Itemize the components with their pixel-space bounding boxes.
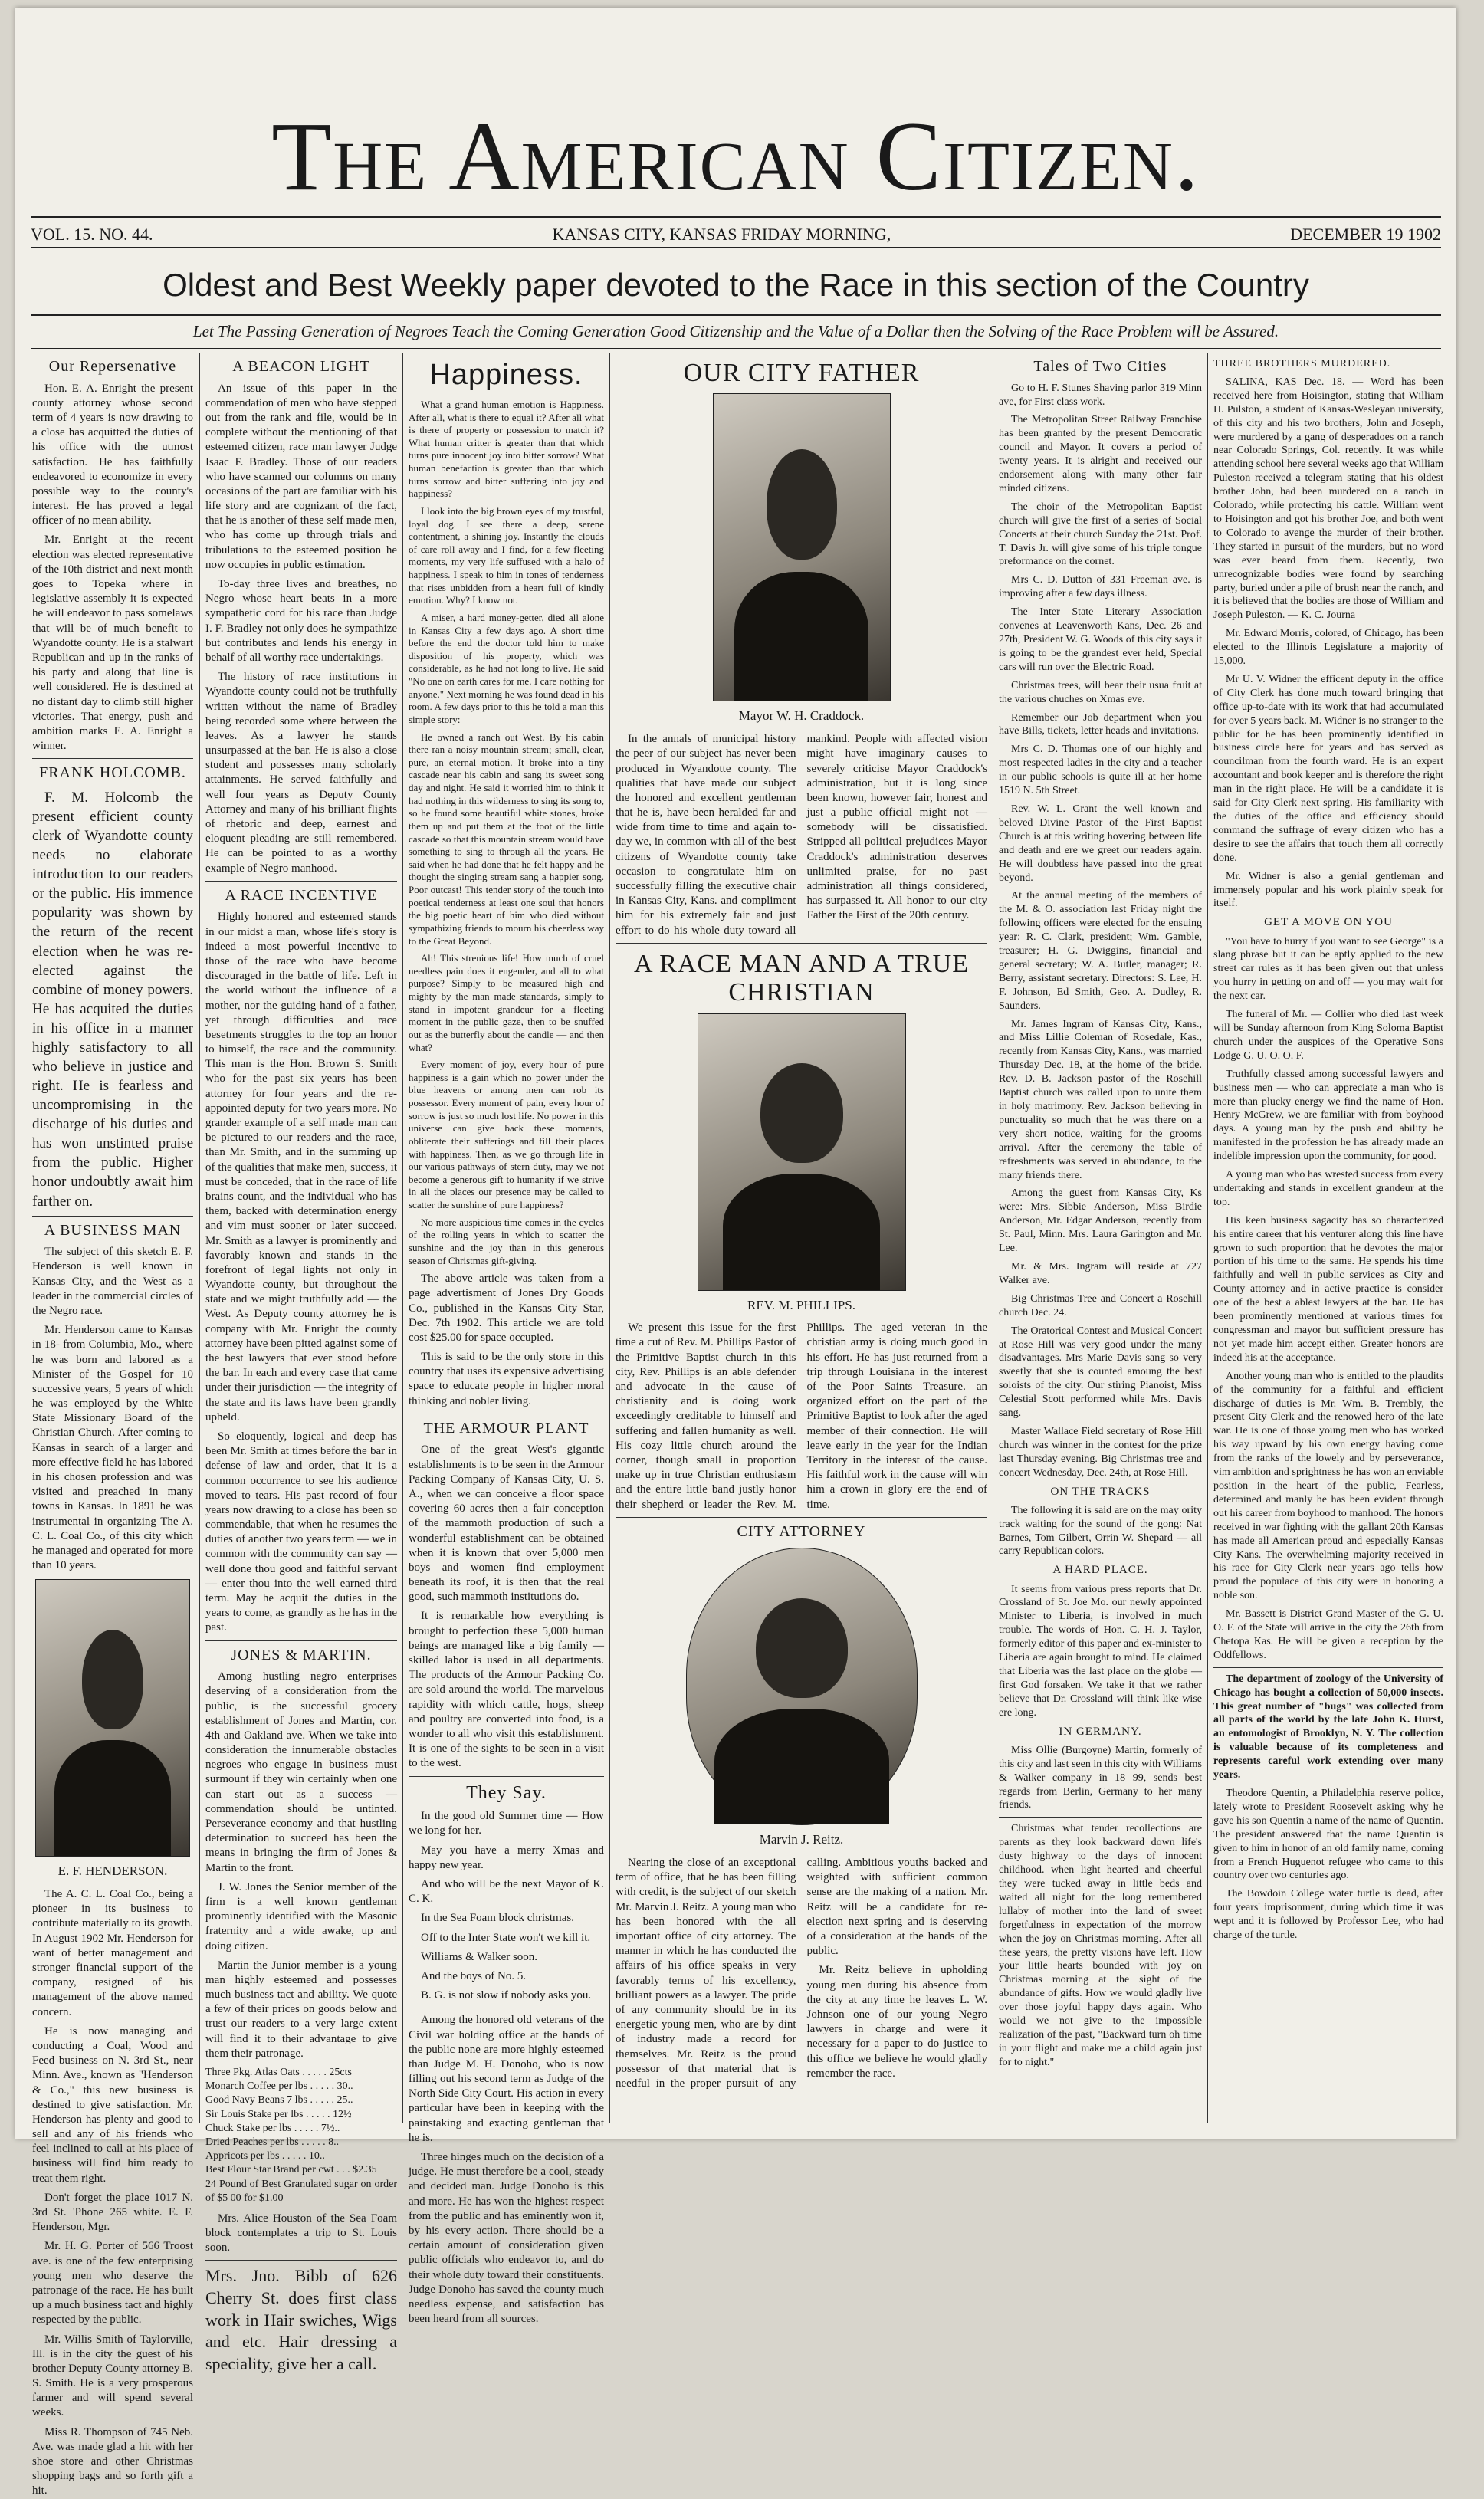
article-paragraph: Mr. H. G. Porter of 566 Troost ave. is one of the few enterprising young men who deserve the patronage of the race. He has built up a much business tact and highly respected by the public. (32, 2240, 193, 2327)
portrait-face (82, 1630, 143, 1729)
article-paragraph: Mrs. Alice Houston of the Sea Foam block contemplates a trip to St. Louis soon. (205, 2212, 397, 2254)
divider (32, 758, 193, 759)
column-5 (999, 353, 1202, 2123)
column-rule (1207, 353, 1208, 2123)
they-say-item: And who will be the next Mayor of K. C. K. (409, 1878, 604, 1906)
article-paragraph: In the annals of municipal history the peer of our subject has never been produced in Wyandotte county. The qualities that have made our subject the honored and excellent gentleman that he is, have been heralded far and wide from time to time and again to-day we, in common with all of the best citizens of Wyandotte county take occasion to congratulate him on successfully filling the executive chair in Kansas City, Kans. and compliment him for his extremely fair and just effort to do his whole duty toward all mankind. People with affected vision might have imaginary causes to severely criticise Mayor Craddock's administration, but it is long since been known, however fair, honest and just a public official might not — somebody will be dissatisfied. Stripped all political prejudices Mayor Craddock's administration deserves unlimited praise, for no past administration all things considered, has surpassed it. All honor to our city Father the First of the 20th century. (616, 733, 987, 937)
article-paragraph: No more auspicious time comes in the cycles of the rolling years in which to scatter the sunshine and the joy than in this generous season of Christmas gift-giving. (409, 1216, 604, 1266)
portrait-coat (54, 1740, 171, 1856)
article-paragraph: He owned a ranch out West. By his cabin there ran a noisy mountain stream; small, clear, pure, an eternal motion. It broke into a tiny cascade near his cabin and sang its sweet song day and night. He said it worried him to think it had nothing in this wilderness to sing its song to, so he found some beautiful white stones, broke them up and put them at the foot of the little cascade so that this mountain stream would have something to sing to through all the years. He said when he had done that he felt happy and he thought the singing stream sang a happier song. Poor outcast! This tender story of the touch into poetical tenderness at least one soul that honors the big poetic heart of him who died without sympathizing friends to mourn his cheerless way to the Great Beyond. (409, 731, 604, 947)
column-2 (205, 353, 397, 2373)
article-paragraph: The subject of this sketch E. F. Henderson is well known in Kansas City, and the West as a leader in the commercial circles of the Negro race. (32, 1246, 193, 1317)
article-paragraph: Mr U. V. Widner the efficent deputy in the office of City Clerk has done much toward bringing that office up-to-date with its work that had accumulated for over 5 years back. M. Widner is no stranger to the public for he has been prominently identified in business circle here for years and has served as councilman from the fourth ward. He is an expert accountant and book keeper and is therefore the right man in the right place. He will be a candidate it is said for City Clerk next spring. His familiarity with the duties of the office and efficiency should command the suffrage of every citizen who has a desire to see the affairs that touch them all correctly done. (1213, 673, 1443, 864)
article-paragraph: The funeral of Mr. — Collier who died last week will be Sunday afternoon from King Soloma Baptist church under the auspices of the Operative Sons Lodge G. U. O. O. F. (1213, 1009, 1443, 1062)
column-rule (609, 353, 610, 2123)
article-paragraph: The following it is said are on the may ority track waiting for the sound of the gong: Nat Barnes, Tom Gilbert, Orrin W. Shepard — all carry Republican colors. (999, 1504, 1202, 1558)
headline-hard-place: A HARD PLACE. (1052, 1564, 1148, 1577)
article-paragraph: Mrs C. D. Dutton of 331 Freeman ave. is improving after a few days illness. (999, 574, 1202, 600)
phillips-portrait (698, 1013, 906, 1291)
article-paragraph: One of the great West's gigantic establishments is to be seen in the Armour Packing Company of Kansas City, U. S. A., when we can conceive a floor space covering 60 acres then a fair conception of the mammoth production of such a wonderful establishment can be obtained when it is known that over 5,000 men boys and women find employment beneath its roof, it is then that the real good, such mammoth institutions do. (409, 1443, 604, 1604)
article-paragraph: The Metropolitan Street Railway Franchise has been granted by the present Democratic council and Mayor. It covers a period of twenty years. It is alright and received our endorsement along with many other fair minded citizens. (999, 414, 1202, 494)
article-paragraph: Mr. & Mrs. Ingram will reside at 727 Walker ave. (999, 1260, 1202, 1286)
article-paragraph: What a grand human emotion is Happiness. After all, what is there to equal it? After all what is there of property or possession to match it? What human critter is greater than that which turns pure innocent joy into bitter sorrow? What human benefaction is greater than that which turns sorrow and bitter suffering into joy and happiness? (409, 398, 604, 500)
they-say-item: May you have a merry Xmas and happy new year. (409, 1844, 604, 1871)
article-paragraph: Ah! This strenious life! How much of cruel needless pain does it engender, and all to what purpose? Simply to be measured high and mighty by the man made standards, simply to stand in impotent grandeur for a fleeting moment in the public gaze, then to be snuffed out as the butterfly about the candle — and then what? (409, 952, 604, 1053)
price-item: Sir Louis Stake per lbs . . . . . 12½ (205, 2108, 352, 2120)
article-paragraph: An issue of this paper in the commendation of men who have stepped out from the rank and file, would be in complete without the mentioning of that esteemed citizen, race man lawyer Judge Isaac F. Bradley. Those of our readers who have scanned our columns on many occasions of the part are familiar with his life story and are cognizant of the fact, that he is another of these self made men, who has come up through trials and tribulations to the esteemed position he now occupies in public estimation. (205, 382, 397, 571)
divider (32, 1216, 193, 1217)
they-say-item: Off to the Inter State won't we kill it. (421, 1931, 591, 1944)
publication-date: DECEMBER 19 1902 (1290, 225, 1441, 244)
article-paragraph: The A. C. L. Coal Co., being a pioneer in its business to contribute materially to its growth. In August 1902 Mr. Henderson for want of better management and stronger financial support of the company, resigned of his management of the above named concern. (32, 1888, 193, 2018)
headline-race-man: A RACE MAN AND A TRUE CHRISTIAN (634, 949, 969, 1007)
column-rule (402, 353, 403, 2123)
price-list (205, 2066, 397, 2205)
article-paragraph: Mr. Willis Smith of Taylorville, Ill. is in the city the guest of his brother Deputy County attorney B. S. Smith. He is a very prosperous farmer and will spend several weeks. (32, 2333, 193, 2419)
article-paragraph: The department of zoology of the University of Chicago has bought a collection of 50,000 insects. This great number of "bugs" was collected from all parts of the world by the late John K. Hurst, an entomologist of Brooklyn, N. Y. The collection is valuable because of its completeness and represents careful work extending over many years. (1213, 1673, 1443, 1781)
article-paragraph: "You have to hurry if you want to see George" is a slang phrase but it can be aptly applied to the new street car rules as it has been given out that unless you hurry in getting on and off — you may wait for the next car. (1213, 935, 1443, 1003)
article-paragraph: It is remarkable how everything is brought to perfection these 5,000 human beings are managed like a big family — skilled labor is used in all departments. The products of the Armour Packing Co. are sold around the world. The marvelous rapidity with which cattle, hogs, sheep and poultry are converted into food, is a wonder to all who visit this establishment. It is one of the sights to be seen in a visit to the west. (409, 1610, 604, 1770)
portrait-face (756, 1598, 848, 1698)
rule-top (31, 216, 1441, 218)
rule-columns (31, 348, 1441, 350)
phillips-caption: REV. M. PHILLIPS. (747, 1297, 855, 1312)
dateline (31, 225, 1441, 245)
article-paragraph: Mr. Edward Morris, colored, of Chicago, has been elected to the Illinois Legislature a majority of 15,000. (1213, 628, 1443, 668)
publication-place: KANSAS CITY, KANSAS FRIDAY MORNING, (552, 225, 891, 244)
article-paragraph: Big Christmas Tree and Concert a Rosehill church Dec. 24. (999, 1292, 1202, 1318)
headline-holcomb: FRANK HOLCOMB. (39, 764, 186, 782)
article-paragraph: Christmas trees, will bear their usua fruit at the various chuches on Xmas eve. (999, 679, 1202, 705)
headline-representative: Our Repersenative (48, 358, 177, 375)
headline-they-say: They Say. (466, 1782, 547, 1803)
article-paragraph: The above article was taken from a page advertisment of Jones Dry Goods Co., published in the Kansas City Star, Dec. 7th 1902. This article we are told cost $25.00 for space occupied. (409, 1272, 604, 1344)
article-paragraph: Three hinges much on the decision of a judge. He must therefore be a cool, steady and decided man. Judge Donoho is this and more. He has won the highest respect from the public and has eminently won it, by his every action. There should be a certain amount of consideration given public officials who endeavor to, and do their whole duty toward their constituents. Judge Donoho has saved the county much needless expense, and satisfaction has been heard from all sources. (409, 2151, 604, 2326)
headline-happiness: Happiness. (429, 359, 583, 391)
headline-armour-plant: THE ARMOUR PLANT (423, 1419, 589, 1437)
article-paragraph: This is said to be the only store in this country that uses its expensive advertising space to educate people in higher moral thinking and nobler living. (409, 1351, 604, 1407)
headline-race-incentive: A RACE INCENTIVE (225, 886, 378, 904)
article-paragraph: Mr. Henderson came to Kansas in 18- from Columbia, Mo., where he was born and labored as a Minister of the Gospel for 10 successive years, 5 years of which he was employed by the White State Missionary Board of the Christian Church. After coming to Kansas in search of a larger and more effective field he has labored in his chosen profession and was visited and preached in many towns in Kansas. In 1891 he was instrumental in organizing The A. C. L. Coal Co., of this city which he managed and operated for more than 10 years. (32, 1324, 193, 1572)
article-paragraph: Christmas what tender recollections are parents as they look backward down life's dusty highway to the days of innocent childhood. when light hearted and cheerful they were tucked away in little beds and waited all night for the long remembered lullaby of mother into the land of sweet forgetfulness in expectation of the morrow when the joy on Christmas morning. After all these years, the pretty visions have left. How your little hearts bounded with joy on Christmas morning at the sight of the abundance of gifts. How we would gladly live over those joyful happy days again. Who would we not give to the impossible realization of the past, "Backward turn oh time in your flight and make me a child again just for to night." (999, 1823, 1202, 2068)
article-paragraph: Truthfully classed among successful lawyers and business men — who can appreciate a man who is more than plucky energy we find the name of Hon. Henry McGrew, we are familiar with from boyhood days. A young man by the push and ability he manifested in the profession he has already made an indelible impression upon the community, for good. (1213, 1068, 1443, 1163)
headline-on-the-tracks: ON THE TRACKS (1050, 1485, 1151, 1498)
column-3 (409, 353, 604, 2326)
price-item: Dried Peaches per lbs . . . . . 8.. (205, 2136, 340, 2148)
they-say-item: Williams & Walker soon. (421, 1950, 538, 1963)
article-paragraph: Another young man who is entitled to the plaudits of the community for a faithful and efficient discharge of duties is Mr. Wm. B. Trembly, the present City Clerk and the renowed hero of the late war. He is one of those young men who has worked his way upward by his own energy having come from the ranks of the lowely and by perseverance, vim ambition and sprightness he has won an enviable position in the heart of the public, Fearless, determined and manly he has been evident through out his career from boyhood to manhood. The honors received in war fighting with the gallant 20th Kansas has made all American proud and especially Kansas City Kans. The overwhelming majority received in his race for City Clerk near years ago tells how proud the populace of this city were in honoring a noble son. (1213, 1370, 1443, 1602)
headline-business-man: A BUSINESS MAN (44, 1221, 182, 1239)
article-paragraph: Nearing the close of an exceptional term of office, that he has been filling with credit, is the subject of our sketch Mr. Marvin J. Reitz. A young man who has been honored with the all important office of city attorney. The manner in which he has conducted the affairs of his office speaks in very favorably terms of his excellency, brilliant powers as a lawyer. The pride of any community should be in its energetic young men, who are by dint of industry made a record for themselves. Mr. Reitz is the proud possessor of that material that is needful in the proper pursuit of any calling. Ambitious youths backed and weighted with sufficient common sense are the making of a nation. Mr. Reitz will be a candidate for re-election next spring and is deserving of a consideration at the hands of the public. (616, 1857, 987, 2090)
article-paragraph: Go to H. F. Stunes Shaving parlor 319 Minn ave, for First class work. (999, 382, 1202, 408)
they-say-item: And the boys of No. 5. (421, 1969, 527, 1982)
portrait-coat (723, 1174, 880, 1289)
henderson-portrait (35, 1579, 190, 1857)
headline-in-germany: IN GERMANY. (1059, 1725, 1142, 1738)
article-paragraph: His keen business sagacity has so characterized his entire career that his venturer along this line have grown to such proportion that he devotes the major portion of his time to the same. He spends his time faithfully and well in public services as City and County attorney and in active practice is consider one of the best a ablest lawyers at the bar. He has been prominently mentioned at various times for congressman and mayor but sufficient pressure has not yet made him accept either. Greater honors are indeed his at the acceptance. (1213, 1214, 1443, 1364)
they-say-item: In the Sea Foam block christmas. (421, 1912, 574, 1925)
headline-get-a-move: GET A MOVE ON YOU (1264, 916, 1393, 929)
divider (616, 943, 987, 944)
article-paragraph: Among hustling negro enterprises deserving of a consideration from the public, is the successful grocery establishment of Jones and Martin, cor. 4th and Oakland ave. When we take into consideration the innumerable obstacles negroes who engage in business must surmount if they win certainly when one can start out as a success — commendation should be untinted. Perseverance economy and that hustling determination to succeed has been the means in bringing the firm of Jones & Martin to the front. (205, 1670, 397, 1874)
price-item: Appricots per lbs . . . . . 10.. (205, 2150, 325, 2162)
headline-beacon-light: A BEACON LIGHT (232, 358, 370, 375)
article-paragraph: We present this issue for the first time a cut of Rev. M. Phillips Pastor of the Primitive Baptist church in this city, Rev. Phillips is an able defender and advocate in the cause of christianity and is doing work exceedingly creditable to himself and suffering and fallen humanity as well. His cozy little church around the corner, though small in proportion make up in true Christian enthusiasm and the entire little band justly honor their shepherd or leader the Rev. M. Phillips. The aged veteran in the christian army is doing much good in his effort. He has just returned from a trip through Louisiana in the interest of the Poor Saints Treasure. an organized effort on the part of the Primitive Baptist to look after the aged member of their connection. He will leave early in the year for the Indian Territory in the interest of the cause. His faithful work in the cause will win him a crown in glory ere the end of time. (616, 1322, 987, 1511)
henderson-caption: E. F. HENDERSON. (57, 1864, 168, 1879)
headline-jones-martin: JONES & MARTIN. (231, 1646, 372, 1663)
article-paragraph: A young man who has wrested success from every undertaking and stands in excellent grandeur at the top. (1213, 1169, 1443, 1208)
article-paragraph: Remember our Job department when you have Bills, tickets, letter heads and invitations. (999, 711, 1202, 737)
article-paragraph: F. M. Holcomb the present efficient county clerk of Wyandotte county needs no elaborate introduction to our readers or the public. His immence popularity was shown by the return of the recent election when he was re-elected against the combine of money powers. He has acquited the duties in his office in a manner highly satisfactory to all who believe in justice and right. He is fearless and uncompromising in the discharge of his duties and has won unstinted praise from the public. Higher honor undoubtly await him farther on. (32, 789, 193, 1210)
headline-brothers-murdered: THREE BROTHERS MURDERED. (1213, 358, 1391, 369)
reitz-portrait (686, 1548, 918, 1825)
divider (205, 2260, 397, 2261)
article-paragraph: Mr. Widner is also a genial gentleman and immensely popular and his work plainly speak for itself. (1213, 870, 1443, 910)
headline-two-cities: Tales of Two Cities (1033, 358, 1167, 375)
column-rule (199, 353, 200, 2123)
rule-dateline (31, 247, 1441, 248)
craddock-portrait (713, 393, 891, 701)
column-4 (616, 353, 987, 2123)
article-paragraph: I look into the big brown eyes of my trustful, loyal dog. I see there a deep, serene contentment, a shining joy. Instantly the clouds of care roll away and I find, for a few fleeting moments, my very life suffused with a halo of happiness. I speak to him in tones of tenderness that rises unbidden from a heart full of kindly emotion. Why? I know not. (409, 504, 604, 606)
masthead-title: The American Citizen. (271, 102, 1200, 211)
article-paragraph: At the annual meeting of the members of the M. & O. association last Friday night the following officers were elected for the ensuing year: R. C. Clark, president; Wm. Gamble, treasurer; H. G. Dwiggins, financial and general secretary; W. A. Butler, manager; R. Berry, assistant secretary. Directors: S. Lee, H. F. Johnson, Ed Smith, Geo. A. Dudley, R. Saunders. (999, 890, 1202, 1012)
headline-city-father: OUR CITY FATHER (683, 359, 920, 387)
price-item: Three Pkg. Atlas Oats . . . . . 25cts (205, 2067, 352, 2079)
rule-slogan (31, 314, 1441, 316)
portrait-coat (734, 572, 868, 701)
article-paragraph: The Oratorical Contest and Musical Concert at Rose Hill was very good under the many disadvantages. Mrs Marie Davis sang so very sweetly that she is counted amoung the best soloists of the city. Our stiring Pianoist, Miss Celestial Scott performed while Mrs. Davis sang. (999, 1325, 1202, 1420)
article-paragraph: Mr. Bassett is District Grand Master of the G. U. O. F. of the State will arrive in the city the 26th from Chetopa Kas. He will be given a reception by the Oddfellows. (1213, 1608, 1443, 1661)
article-paragraph: Mrs C. D. Thomas one of our highly and most respected ladies in the city and a teacher in our public schools is quite ill at her home 1519 N. 5th Street. (999, 744, 1202, 797)
price-item: 24 Pound of Best Granulated sugar on order of $5 00 for $1.00 (205, 2178, 397, 2204)
article-paragraph: The choir of the Metropolitan Baptist church will give the first of a series of Social Concerts at their church Sunday the 21st. Prof. T. Davis Jr. will give some of his triple tongue preformance on the cornet. (999, 501, 1202, 568)
article-paragraph: The history of race institutions in Wyandotte county could not be truthfully written without the name of Bradley being recorded some where between the leaves. As a lawyer he stands unsurpassed at the bar. He is also a close student and possesses many scholarly attainments. He served faithfully and well four years as Deputy County Attorney and many of his brilliant flights of rhetoric and deep, earnest and eloquent pleading are still remembered. He can be pointed to as a worthy example of Negro manhood. (205, 671, 397, 875)
price-item: Monarch Coffee per lbs . . . . . 30.. (205, 2080, 353, 2093)
portrait-face (760, 1063, 843, 1163)
article-paragraph: Mr. Enright at the recent election was elected representative of the 10th district and next month goes to Topeka where in legislative assembly it is expected he will endeavor to pass somelaws that will be of much benefit to Wyandotte county. He is a stalwart Republican and up in the ranks of his party and along that line is well considered. He is destined at no distant day to climb still higher victories. That energy, push and ambition marks E. A. Enright a winner. (32, 534, 193, 753)
article-paragraph: Mr. James Ingram of Kansas City, Kans., and Miss Lillie Coleman of Rosedale, Kas., recently from Kansas City, Kans., was married Thursday Dec. 18, at the home of the bride. Rev. D. B. Jackson pastor of the Rosehill Baptist church was called upon to unite them in holy matrimony. Rev. Jackson believing in punctuality so much that he was there on a very short notice, waiting for the grooms arrival. After the ceremony the table of refreshments was served in abundance, to the many friends there. (999, 1018, 1202, 1181)
article-paragraph: SALINA, KAS Dec. 18. — Word has been received here from Hoisington, stating that William H. Pulston, a student of Kansas-Wesleyan university, of this city and his two brothers, John and Joseph, were murdered by a gang of desperadoes on a ranch near Colorado Springs, Col. recently. It was while attending school here several weeks ago that William Puleston received a telegram stating that his oldest brother John, had been murdered on a ranch in Colorado, while protecting his cattle. William went to Hoisington and got his brother Joe, and both went to Colorado to avenge the murder of their brother. They started in pursuit of the murders, but no word was ever heard from them. Recently, two unrecognizable bodies were found by searching party, buried under a pile of brush near the ranch, and it is believed that the bodies are those of William and Joseph Puleston. — K. C. Journa (1213, 376, 1443, 622)
divider (205, 881, 397, 882)
article-paragraph: Miss R. Thompson of 745 Neb. Ave. was made glad a hit with her shoe store and other Christmas shopping bags and so forth gift a hit. (32, 2425, 193, 2497)
article-paragraph: It seems from various press reports that Dr. Crossland of St. Joe Mo. our newly appointed Minister to Liberia, is involved in much trouble. The words of Hon. C. H. J. Taylor, formerly editor of this paper and ex-minister to Liberia are again brought to mind. He claimed that Liberia was the last place on the globe — first God forsaken. We take it that we rather believe that Dr. Crossland will think like wise ere long. (999, 1583, 1202, 1719)
attorney-article (616, 1856, 987, 2091)
price-item: Chuck Stake per lbs . . . . . 7½.. (205, 2122, 340, 2134)
article-paragraph: He is now managing and conducting a Coal, Wood and Feed business on N. 3rd St., near Minn. Ave., known as "Henderson & Co.," this new business is destined to give satisfaction. Mr. Henderson has plenty and good to sell and any of his friends who feel inclined to call at his place of business will find him ready to treat them right. (32, 2024, 193, 2185)
article-paragraph: Every moment of joy, every hour of pure happiness is a gain which no power under the blue heavens or among men can rob its possessor. Every moment of pain, every hour of sorrow is just so much lost life. No power in this universe can give back these moments, obliterate their sufferings and fill their places with happiness. Then, as we go through life in our various pathways of stern duty, may we not become a generous gift to humanity if we strive in all the places our presence may be called to scatter the sunshine of pure happiness? (409, 1059, 604, 1211)
divider (205, 1640, 397, 1641)
article-paragraph: Don't forget the place 1017 N. 3rd St. 'Phone 265 white. E. F. Henderson, Mgr. (32, 2191, 193, 2234)
article-paragraph: The Bowdoin College water turtle is dead, after four years' imprisonment, during which time it was wept and it is followed by Professor Lee, who had charge of the turtle. (1213, 1888, 1443, 1942)
article-paragraph: Highly honored and esteemed stands in our midst a man, whose life's story is indeed a most powerful incentive to those of the race who have become discouraged in the battle of life. Left in the world without the influence of a mother, nor the guiding hand of a father, yet through difficulties and race besetments struggles to the top an honor to himself, the race and the community. This man is the Hon. Brown S. Smith who for the past six years has been attorney for four years and the re-appointed deputy for two years more. No grander example of a self made man can be pictured to our readers and the race, than Mr. Smith, and in the summing up of the qualities that make men, success, it must be conceded, that in the race of life brains count, and the individual who has them, backed with determination energy and vim must sooner or later succeed. Mr. Smith as a lawyer is prominently and favorably known and stands in the forefront of legal lights not only in Wyandotte county, but throughout the state and we might truthfully add — the West. As Deputy county attorney he is company with Mr. Enright the county attorney have been pitted against some of the best lawyers that ever stood before the bar. In each and every case that came under their jurisdiction — the integrity of the state and its laws have been grandly upheld. (205, 911, 397, 1424)
they-say-item: In the good old Summer time — How we long for her. (409, 1810, 604, 1837)
divider (999, 1817, 1202, 1818)
divider (1213, 1667, 1443, 1668)
article-paragraph: Hon. E. A. Enright the present county attorney whose second term of 4 years is now drawing to a close has acquitted the duties of his office with the utmost satisfaction. He has faithfully endeavored to economize in every possible way to the county's interest. He has proved a legal officer of no mean ability. (32, 382, 193, 527)
article-paragraph: Martin the Junior member is a young man highly esteemed and possesses much business tact and ability. We quote a few of their prices on goods below and trust our readers to a very large extent will find it to their advantage to give them their patronage. (205, 1959, 397, 2060)
newspaper-page (15, 8, 1456, 2497)
headline-city-attorney: CITY ATTORNEY (737, 1522, 866, 1540)
article-paragraph: Master Wallace Field secretary of Rose Hill church was winner in the contest for the prize last Thursday evening. Big Christmas tree and concert Wednesday, Dec. 24th, at Rose Hill. (999, 1425, 1202, 1479)
article-paragraph: J. W. Jones the Senior member of the firm is a well known gentleman prominently identified with the Masonic fraternity and a wide awake, up and doing citizen. (205, 1880, 397, 1952)
article-paragraph: Rev. W. L. Grant the well known and beloved Divine Pastor of the First Baptist Church is at this writing hovering between life and death and ere we greet our readers again. He will doubtless have passed into the great beyond. (999, 803, 1202, 884)
article-paragraph: The Inter State Literary Association convenes at Leavenworth Kans, Dec. 26 and 27th, President W. G. Woods of this city says it is going to be the grandest ever held, Special cars will run over the Electric Road. (999, 606, 1202, 673)
portrait-face (767, 449, 837, 560)
divider (616, 1517, 987, 1518)
hair-work-ad: Mrs. Jno. Bibb of 626 Cherry St. does first class work in Hair swiches, Wigs and etc. Hair dressing a speciality, give her a call. (205, 2266, 397, 2373)
price-item: Best Flour Star Brand per cwt . . . $2.35 (205, 2164, 377, 2176)
column-1 (32, 353, 193, 2497)
article-paragraph: A miser, a hard money-getter, died all alone in Kansas City a few days ago. A short time before the end the doctor told him to make disposition of his property, which was considerable, as he had not long to live. He said "No one on earth cares for me. I care nothing for anyone." Next morning he was found dead in his room. A few days prior to this he told a man this simple story: (409, 611, 604, 725)
article-paragraph: Mr. Reitz believe in upholding young men during his absence from the city at any time he leaves L. W. Johnson one of our young Negro lawyers in charge and were it necessary for a paper to do justice to this office we believe he would gladly remember the race. (806, 1964, 987, 2080)
article-paragraph: Miss Ollie (Burgoyne) Martin, formerly of this city and last seen in this city with Williams & Walker company in 18 99, sends best regards from Berlin, Germany to her many friends. (999, 1744, 1202, 1811)
motto-line: Let The Passing Generation of Negroes Teach the Coming Generation Good Citizenship and the Value of a Dollar then the Solving of the Race Problem will be Assured. (192, 322, 1279, 340)
slogan-banner: Oldest and Best Weekly paper devoted to the Race in this section of the Country (163, 267, 1309, 303)
reitz-caption: Marvin J. Reitz. (759, 1832, 844, 1847)
article-paragraph: Among the honored old veterans of the Civil war holding office at the hands of the public none are more highly esteemed than Judge M. H. Donoho, who is now filling out his second term as Judge of the North Side City Court. His action in every particular have been in keeping with the painstaking and exacting gentleman that he is. (409, 2014, 604, 2144)
article-paragraph: So eloquently, logical and deep has been Mr. Smith at times before the bar in defense of law and order, that it is a common occurrence to see his audience moved to tears. His past record of four years now drawing to a close has been so commendable, that when he resumes the duties of another two years term — we in common with the community can say — well done thou good and faithful servant — enter thou into the well earned third term. May he acquit the duties in the years to come, as grandly as he has in the past. (205, 1430, 397, 1634)
price-item: Good Navy Beans 7 lbs . . . . . 25.. (205, 2094, 353, 2107)
article-paragraph: To-day three lives and breathes, no Negro whose heart beats in a more sympathetic cord for his race than Judge I. F. Bradley not only does he sympathize but contributes and lends his energy in behalf of all worthy race undertakings. (205, 578, 397, 664)
column-6 (1213, 353, 1443, 2123)
portrait-coat (714, 1709, 889, 1824)
they-say-item: B. G. is not slow if nobody asks you. (421, 1989, 592, 2002)
volume-number: VOL. 15. NO. 44. (31, 225, 153, 244)
article-paragraph: Theodore Quentin, a Philadelphia reserve police, lately wrote to President Roosevelt asking why he gave his son Quentin a name of the name of Quentin. The president answered that the name Quentin is given to him in honor of an old family name, coming from a French Huguenot refugee who came to this country over two centuries ago. (1213, 1788, 1443, 1882)
divider (409, 1776, 604, 1777)
article-paragraph: Among the guest from Kansas City, Ks were: Mrs. Sibbie Anderson, Miss Birdie Anderson, Mr. Edgar Anderson, recently from St. Paul, Minn. Mrs. Laura Garington and Mr. Lee. (999, 1187, 1202, 1255)
craddock-caption: Mayor W. H. Craddock. (738, 708, 865, 724)
